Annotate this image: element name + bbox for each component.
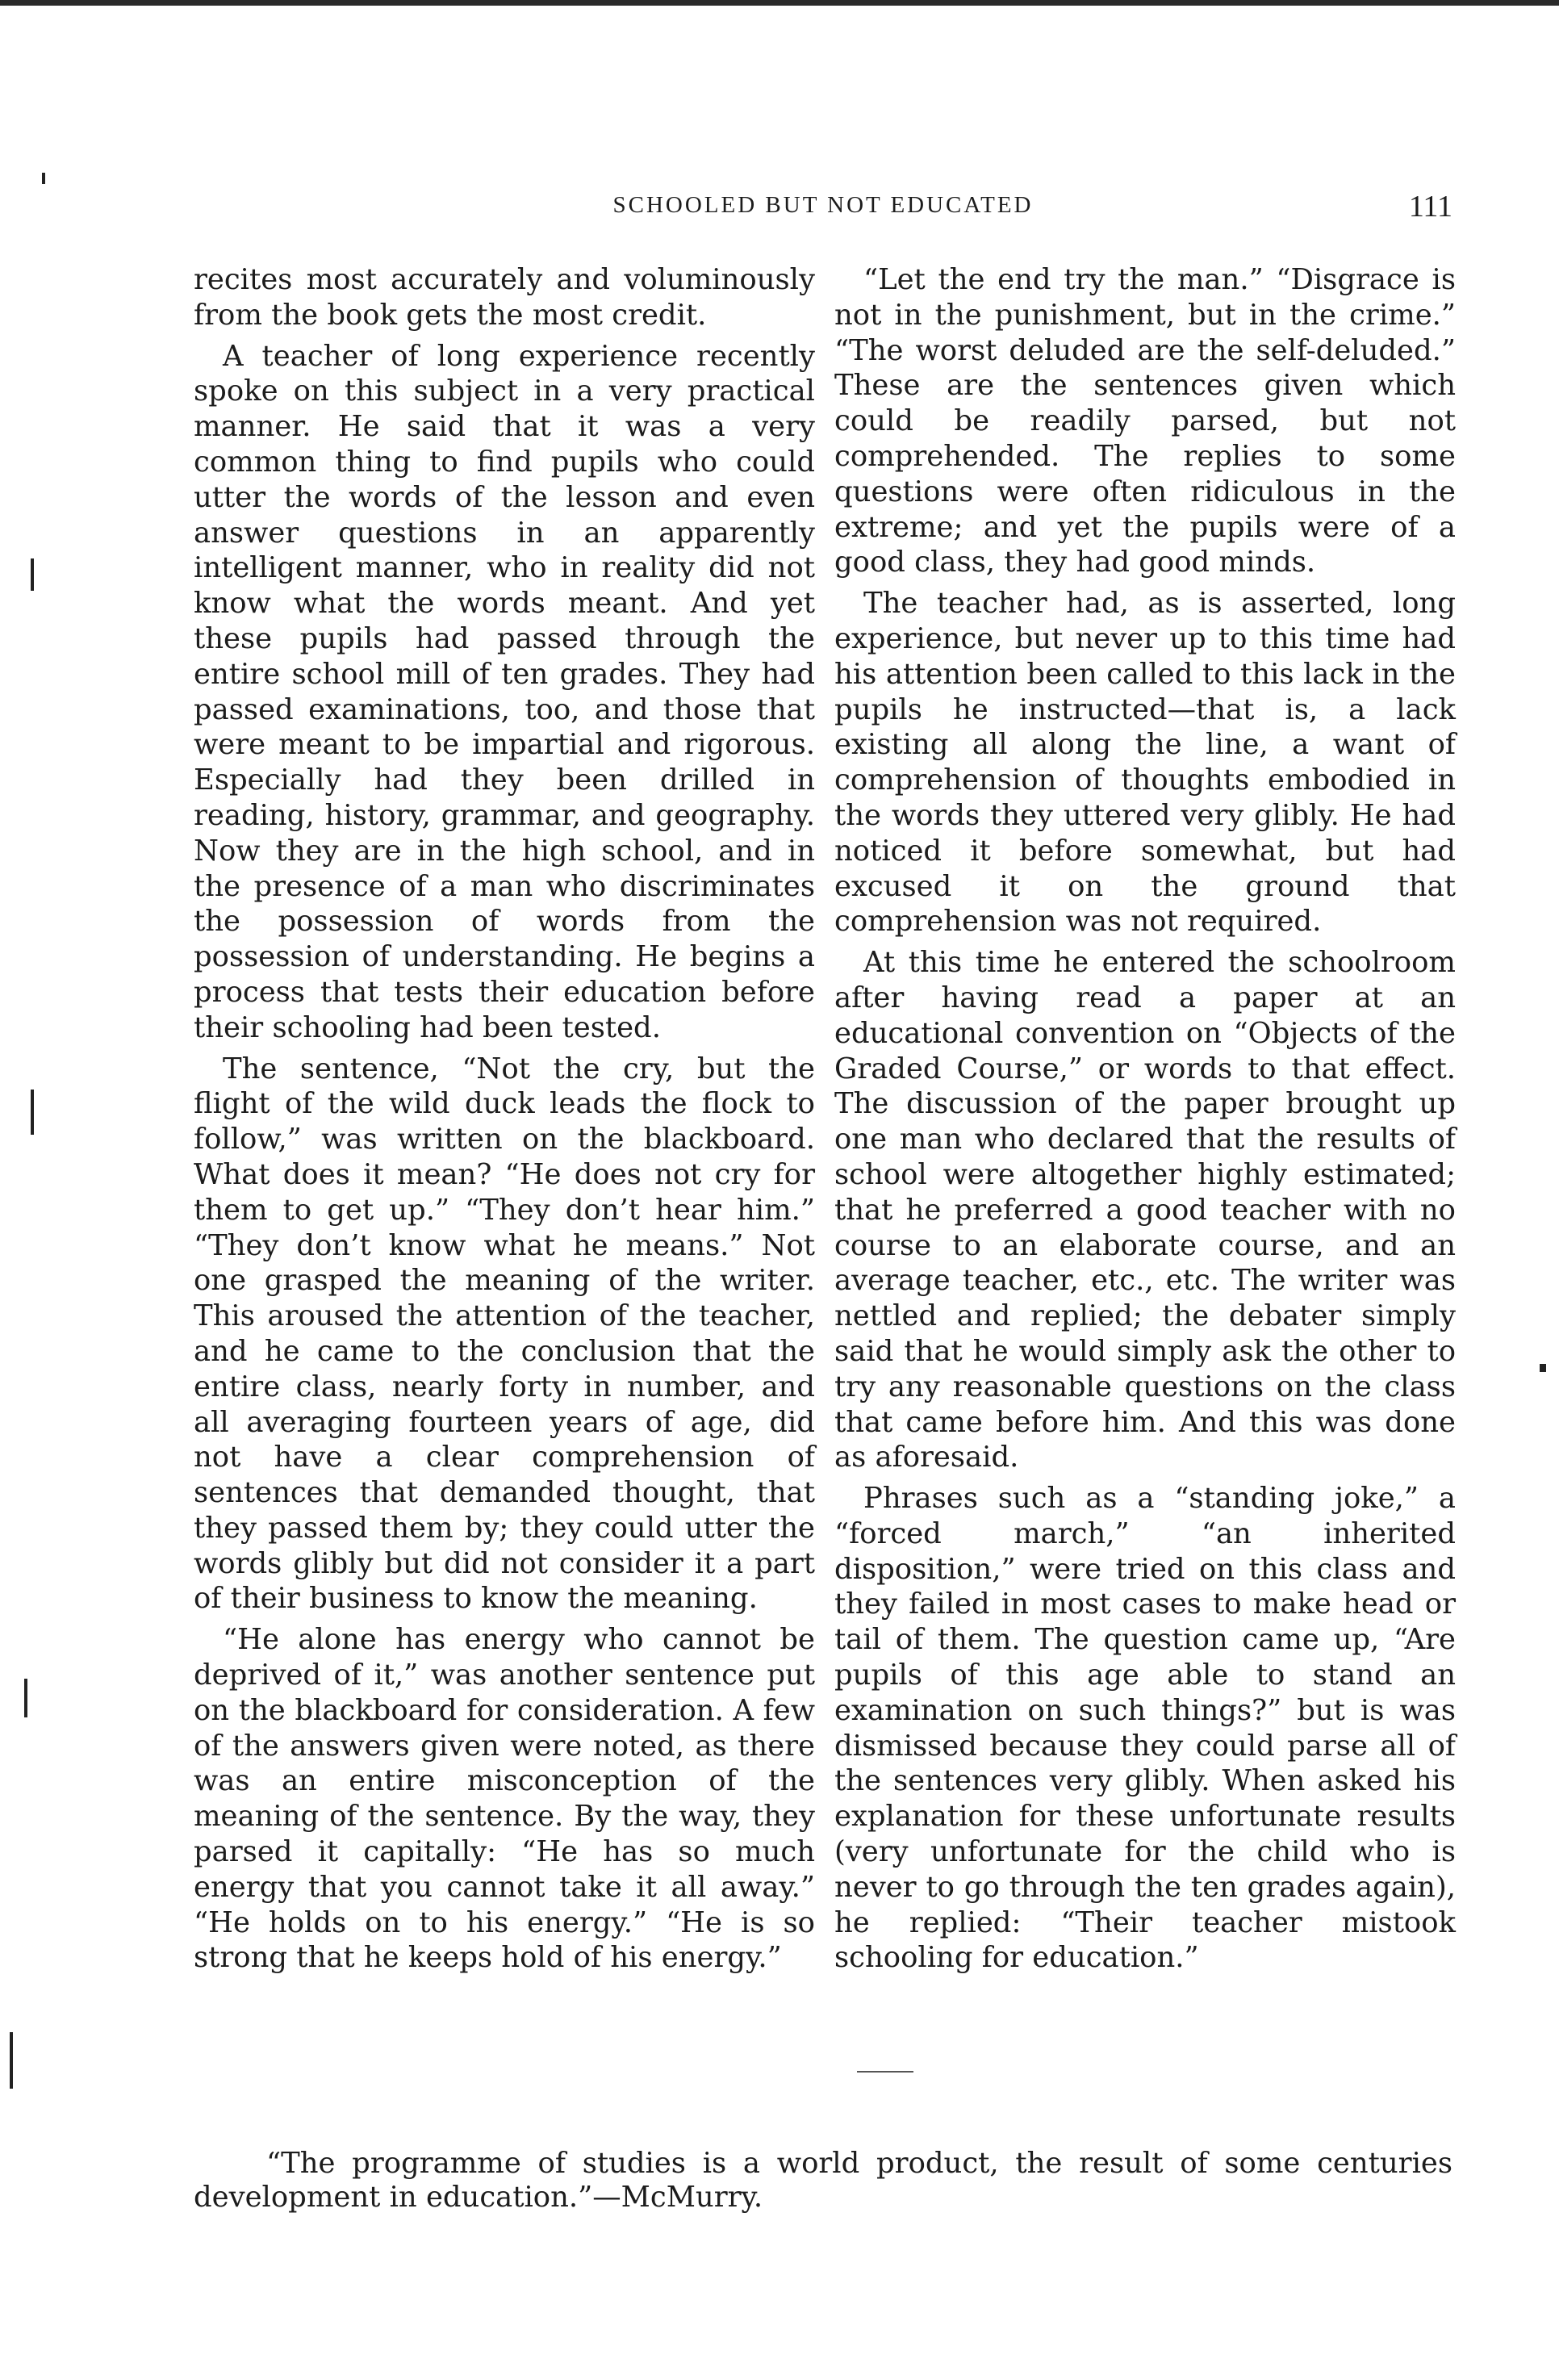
paragraph: The teacher had, as is asserted, long experience, but never up to this time had his attention been called to this lack in the pupils he instructed—that is, a lack existing all along the line, a want of comprehension of thoughts embodied in the words they uttered very glibly. He had noticed it before somewhat, but had excused it on the ground that comprehension was not required.	[834, 587, 1456, 939]
paragraph: At this time he entered the schoolroom after having read a paper at an educational convention on “Objects of the Graded Course,” or words to that effect. The discussion of the paper brought up one man who declared that the results of school were altogether highly estimated; that he preferred a good teacher with no course to an elaborate course, and an average teacher, etc., etc. The writer was nettled and replied; the debater simply said that he would simply ask the other to try any reasonable questions on the class that came before him. And this was done as aforesaid.	[834, 946, 1456, 1474]
paragraph: “He alone has energy who cannot be deprived of it,” was another sentence put on the blackboard for consideration. A few of the answers given were noted, as there was an entire misconception of the meaning of the sentence. By the way, they parsed it capitally: “He has so much energy that you cannot take it all away.” “He holds on to his energy.” “He is so strong that he keeps hold of his energy.”	[194, 1623, 815, 1975]
margin-tick-mark	[31, 1090, 34, 1135]
paragraph: A teacher of long experience recently spoke on this subject in a very practical manner. He said that it was a very common thing to find pupils who could utter the words of the lesson and even answer questions in an apparently intelligent manner, who in reality did not know what the words meant. And yet these pupils had passed through the entire school mill of ten grades. They had passed examinations, too, and those that were meant to be impartial and rigorous. Especially had they been drilled in reading, history, grammar, and geography. Now they are in the high school, and in the presence of a man who discriminates the possession of words from the possession of understanding. He begins a process that tests their education before their schooling had been tested.	[194, 339, 815, 1044]
paragraph: recites most accurately and voluminously from the book gets the most credit.	[194, 263, 815, 332]
right-column	[834, 262, 1456, 1981]
section-divider	[857, 2071, 913, 2073]
margin-tick-mark	[1540, 1364, 1546, 1372]
margin-tick-mark	[42, 173, 45, 184]
footer-quote	[194, 2147, 1452, 2215]
margin-tick-mark	[10, 2032, 13, 2089]
left-column	[194, 262, 815, 1981]
running-title: SCHOOLED BUT NOT EDUCATED	[612, 192, 1034, 218]
quote-text: “The programme of studies is a world product, the result of some centuries development in education.”—McMurry.	[194, 2147, 1452, 2214]
paragraph: “Let the end try the man.” “Disgrace is not in the punishment, but in the crime.” “The worst deluded are the self-deluded.” These are the sentences given which could be readily parsed, but not comprehended. The replies to some questions were often ridiculous in the extreme; and yet the pupils were of a good class, they had good minds.	[834, 263, 1456, 579]
margin-tick-mark	[31, 558, 34, 591]
page-number: 111	[1408, 190, 1452, 224]
paragraph: Phrases such as a “standing joke,” a “forced march,” “an inherited disposition,” were tried on this class and they failed in most cases to make head or tail of them. The question came up, “Are pupils of this age able to stand an examination on such things?” but is was dismissed because they could parse all of the sentences very glibly. When asked his explanation for these unfortunate results (very unfortunate for the child who is never to go through the ten grades again), he replied: “Their teacher mistook schooling for education.”	[834, 1482, 1456, 1975]
top-edge-rule	[0, 0, 1559, 6]
running-head	[194, 192, 1452, 224]
margin-tick-mark	[24, 1679, 27, 1717]
paragraph: The sentence, “Not the cry, but the flight of the wild duck leads the flock to follow,” was written on the blackboard. What does it mean? “He does not cry for them to get up.” “They don’t hear him.” “They don’t know what he means.” Not one grasped the meaning of the writer. This aroused the attention of the teacher, and he came to the conclusion that the entire class, nearly forty in number, and all averaging fourteen years of age, did not have a clear comprehension of sentences that demanded thought, that they passed them by; they could utter the words glibly but did not consider it a part of their business to know the meaning.	[194, 1052, 815, 1616]
